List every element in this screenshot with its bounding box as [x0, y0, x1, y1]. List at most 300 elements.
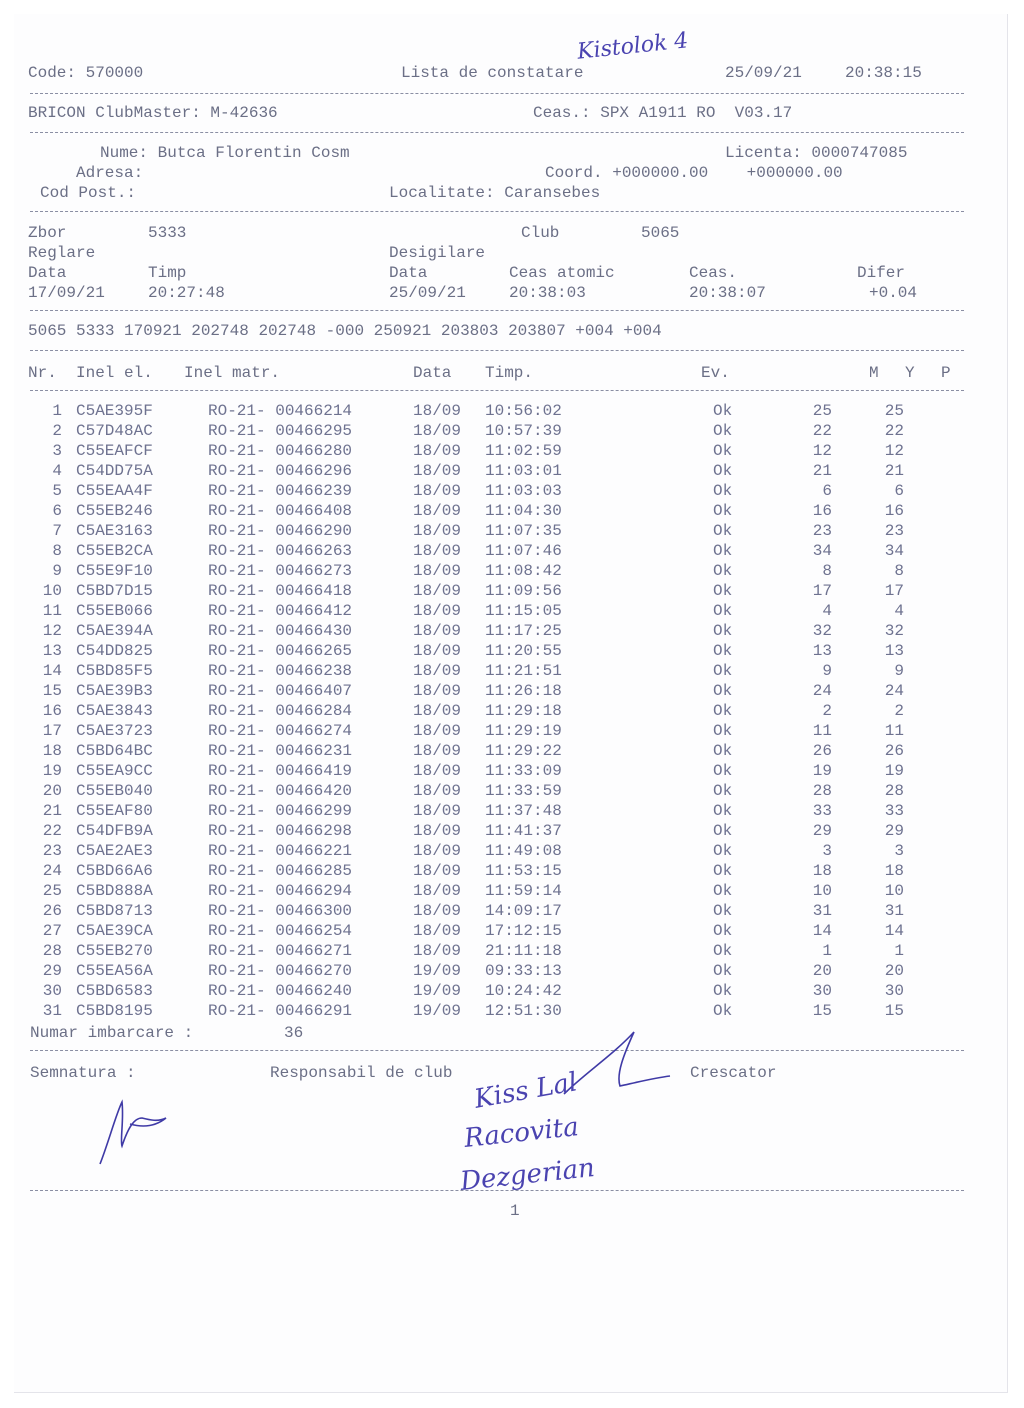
arrival-time: 11:09:56: [485, 582, 562, 600]
rank-y: 34: [884, 542, 904, 560]
report-date: 25/09/21: [725, 64, 802, 82]
arrival-date: 18/09: [413, 922, 462, 940]
registration-ring: RO-21- 00466284: [208, 702, 353, 720]
rank-m: 2: [822, 702, 832, 720]
arrival-date: 18/09: [413, 582, 462, 600]
rank-m: 3: [822, 842, 832, 860]
registration-ring: RO-21- 00466274: [208, 722, 353, 740]
row-number: 21: [42, 802, 62, 820]
arrival-time: 11:02:59: [485, 442, 562, 460]
electronic-ring: C55EB270: [76, 942, 153, 960]
arrival-time: 11:04:30: [485, 502, 562, 520]
rank-m: 11: [812, 722, 832, 740]
electronic-ring: C55EAF80: [76, 802, 153, 820]
row-number: 19: [42, 762, 62, 780]
event-status: Ok: [713, 622, 733, 640]
arrival-time: 11:53:15: [485, 862, 562, 880]
row-number: 5: [52, 482, 62, 500]
rank-y: 31: [884, 902, 904, 920]
rank-y: 2: [894, 702, 904, 720]
event-status: Ok: [713, 922, 733, 940]
registration-ring: RO-21- 00466238: [208, 662, 353, 680]
arrival-date: 18/09: [413, 442, 462, 460]
row-number: 10: [42, 582, 62, 600]
arrival-date: 18/09: [413, 642, 462, 660]
rank-y: 24: [884, 682, 904, 700]
arrival-time: 11:49:08: [485, 842, 562, 860]
electronic-ring: C55EA56A: [76, 962, 153, 980]
arrival-date: 18/09: [413, 742, 462, 760]
registration-ring: RO-21- 00466419: [208, 762, 353, 780]
electronic-ring: C55EA9CC: [76, 762, 153, 780]
electronic-ring: C5BD66A6: [76, 862, 153, 880]
rank-m: 30: [812, 982, 832, 1000]
difference-label: Difer: [857, 264, 906, 282]
electronic-ring: C55EB040: [76, 782, 153, 800]
arrival-date: 18/09: [413, 622, 462, 640]
rank-y: 12: [884, 442, 904, 460]
divider: [30, 93, 964, 94]
electronic-ring: C55EB246: [76, 502, 153, 520]
rank-m: 14: [812, 922, 832, 940]
event-status: Ok: [713, 482, 733, 500]
event-status: Ok: [713, 522, 733, 540]
row-number: 22: [42, 822, 62, 840]
rank-m: 22: [812, 422, 832, 440]
clock-label: Ceas.: [689, 264, 738, 282]
event-status: Ok: [713, 842, 733, 860]
arrival-date: 18/09: [413, 702, 462, 720]
arrival-time: 11:03:03: [485, 482, 562, 500]
electronic-ring: C5BD64BC: [76, 742, 153, 760]
arrival-time: 11:21:51: [485, 662, 562, 680]
arrival-time: 10:57:39: [485, 422, 562, 440]
rank-m: 13: [812, 642, 832, 660]
arrival-time: 11:15:05: [485, 602, 562, 620]
club-responsible-label: Responsabil de club: [270, 1064, 453, 1082]
setting-time: 20:27:48: [148, 284, 225, 302]
row-number: 23: [42, 842, 62, 860]
rank-m: 26: [812, 742, 832, 760]
arrival-date: 18/09: [413, 722, 462, 740]
signature-label: Semnatura :: [30, 1064, 136, 1082]
rank-y: 1: [894, 942, 904, 960]
owner-name: Nume: Butca Florentin Cosm: [100, 144, 350, 162]
rank-y: 4: [894, 602, 904, 620]
electronic-ring: C5AE3163: [76, 522, 153, 540]
arrival-date: 18/09: [413, 822, 462, 840]
electronic-ring: C5BD8713: [76, 902, 153, 920]
breeder-label: Crescator: [690, 1064, 777, 1082]
row-number: 24: [42, 862, 62, 880]
rank-m: 17: [812, 582, 832, 600]
arrival-time: 11:08:42: [485, 562, 562, 580]
arrival-time: 10:24:42: [485, 982, 562, 1000]
registration-ring: RO-21- 00466254: [208, 922, 353, 940]
electronic-ring: C5AE39B3: [76, 682, 153, 700]
arrival-time: 11:07:35: [485, 522, 562, 540]
event-status: Ok: [713, 422, 733, 440]
registration-ring: RO-21- 00466239: [208, 482, 353, 500]
rank-m: 10: [812, 882, 832, 900]
rank-y: 22: [884, 422, 904, 440]
row-number: 20: [42, 782, 62, 800]
rank-m: 28: [812, 782, 832, 800]
electronic-ring: C54DD75A: [76, 462, 153, 480]
divider: [30, 350, 964, 351]
event-status: Ok: [713, 582, 733, 600]
owner-license: Licenta: 0000747085: [725, 144, 908, 162]
event-status: Ok: [713, 662, 733, 680]
rank-m: 29: [812, 822, 832, 840]
electronic-ring: C5BD8195: [76, 1002, 153, 1020]
row-number: 31: [42, 1002, 62, 1020]
handwritten-signature-1: Kiss Lal: [472, 1067, 580, 1115]
registration-ring: RO-21- 00466407: [208, 682, 353, 700]
row-number: 25: [42, 882, 62, 900]
rank-y: 18: [884, 862, 904, 880]
arrival-time: 14:09:17: [485, 902, 562, 920]
registration-ring: RO-21- 00466300: [208, 902, 353, 920]
arrival-date: 18/09: [413, 402, 462, 420]
rank-y: 26: [884, 742, 904, 760]
electronic-ring: C55EAA4F: [76, 482, 153, 500]
event-status: Ok: [713, 762, 733, 780]
divider: [30, 1050, 964, 1051]
row-number: 17: [42, 722, 62, 740]
rank-m: 9: [822, 662, 832, 680]
atomic-clock-time: 20:38:03: [509, 284, 586, 302]
rank-y: 33: [884, 802, 904, 820]
unseal-label: Desigilare: [389, 244, 486, 262]
row-number: 30: [42, 982, 62, 1000]
rank-y: 9: [894, 662, 904, 680]
arrival-date: 18/09: [413, 762, 462, 780]
col-header-nr: Nr.: [28, 364, 57, 382]
arrival-time: 11:17:25: [485, 622, 562, 640]
divider: [30, 132, 964, 133]
col-header-inel-matr: Inel matr.: [184, 364, 281, 382]
event-status: Ok: [713, 642, 733, 660]
event-status: Ok: [713, 682, 733, 700]
rank-m: 31: [812, 902, 832, 920]
rank-y: 16: [884, 502, 904, 520]
rank-y: 25: [884, 402, 904, 420]
event-status: Ok: [713, 782, 733, 800]
electronic-ring: C5AE3723: [76, 722, 153, 740]
arrival-date: 18/09: [413, 882, 462, 900]
rank-m: 12: [812, 442, 832, 460]
rank-m: 1: [822, 942, 832, 960]
printed-report-sheet: [14, 14, 1008, 1393]
arrival-date: 18/09: [413, 662, 462, 680]
flight-label: Zbor: [28, 224, 67, 242]
rank-y: 23: [884, 522, 904, 540]
event-status: Ok: [713, 602, 733, 620]
row-number: 3: [52, 442, 62, 460]
arrival-time: 11:26:18: [485, 682, 562, 700]
row-number: 1: [52, 402, 62, 420]
rank-m: 20: [812, 962, 832, 980]
rank-m: 8: [822, 562, 832, 580]
event-status: Ok: [713, 442, 733, 460]
rank-y: 14: [884, 922, 904, 940]
event-status: Ok: [713, 822, 733, 840]
owner-address-label: Adresa:: [76, 164, 144, 182]
col-header-inel-el: Inel el.: [76, 364, 153, 382]
row-number: 13: [42, 642, 62, 660]
registration-ring: RO-21- 00466291: [208, 1002, 353, 1020]
row-number: 14: [42, 662, 62, 680]
rank-y: 8: [894, 562, 904, 580]
arrival-time: 12:51:30: [485, 1002, 562, 1020]
row-number: 8: [52, 542, 62, 560]
row-number: 7: [52, 522, 62, 540]
electronic-ring: C5AE3843: [76, 702, 153, 720]
rank-m: 21: [812, 462, 832, 480]
event-status: Ok: [713, 742, 733, 760]
arrival-time: 11:03:01: [485, 462, 562, 480]
rank-m: 15: [812, 1002, 832, 1020]
event-status: Ok: [713, 942, 733, 960]
registration-ring: RO-21- 00466408: [208, 502, 353, 520]
registration-ring: RO-21- 00466298: [208, 822, 353, 840]
registration-ring: RO-21- 00466295: [208, 422, 353, 440]
rank-y: 6: [894, 482, 904, 500]
row-number: 27: [42, 922, 62, 940]
arrival-date: 18/09: [413, 502, 462, 520]
arrival-time: 11:37:48: [485, 802, 562, 820]
rank-m: 16: [812, 502, 832, 520]
rank-y: 29: [884, 822, 904, 840]
setting-date: 17/09/21: [28, 284, 105, 302]
rank-y: 15: [884, 1002, 904, 1020]
registration-ring: RO-21- 00466265: [208, 642, 353, 660]
arrival-date: 18/09: [413, 602, 462, 620]
handwritten-signature-2: Racovita: [462, 1112, 581, 1154]
arrival-date: 18/09: [413, 682, 462, 700]
code-line: 5065 5333 170921 202748 202748 -000 250921 203803 203807 +004 +004: [28, 322, 662, 340]
row-number: 6: [52, 502, 62, 520]
rank-m: 6: [822, 482, 832, 500]
event-status: Ok: [713, 722, 733, 740]
owner-postcode-label: Cod Post.:: [40, 184, 137, 202]
arrival-time: 11:29:22: [485, 742, 562, 760]
flight-number: 5333: [148, 224, 187, 242]
rank-y: 3: [894, 842, 904, 860]
report-time: 20:38:15: [845, 64, 922, 82]
registration-ring: RO-21- 00466299: [208, 802, 353, 820]
row-number: 11: [42, 602, 62, 620]
row-number: 12: [42, 622, 62, 640]
electronic-ring: C55E9F10: [76, 562, 153, 580]
electronic-ring: C5BD7D15: [76, 582, 153, 600]
rank-y: 30: [884, 982, 904, 1000]
arrival-time: 17:12:15: [485, 922, 562, 940]
arrival-time: 11:59:14: [485, 882, 562, 900]
arrival-date: 18/09: [413, 782, 462, 800]
row-number: 9: [52, 562, 62, 580]
arrival-date: 19/09: [413, 962, 462, 980]
col-header-p: P: [941, 364, 951, 382]
report-title: Lista de constatare: [401, 64, 584, 82]
arrival-date: 18/09: [413, 522, 462, 540]
electronic-ring: C5AE2AE3: [76, 842, 153, 860]
registration-ring: RO-21- 00466418: [208, 582, 353, 600]
arrival-date: 18/09: [413, 562, 462, 580]
club-number: 5065: [641, 224, 680, 242]
arrival-time: 09:33:13: [485, 962, 562, 980]
electronic-ring: C54DFB9A: [76, 822, 153, 840]
arrival-date: 18/09: [413, 842, 462, 860]
handwritten-top-note: Kistolok 4: [575, 28, 690, 65]
signature-scribble: [94, 1084, 184, 1174]
event-status: Ok: [713, 542, 733, 560]
arrival-time: 11:07:46: [485, 542, 562, 560]
atomic-clock-label: Ceas atomic: [509, 264, 615, 282]
rank-m: 4: [822, 602, 832, 620]
clock-id: Ceas.: SPX A1911 RO V03.17: [533, 104, 793, 122]
divider: [30, 1190, 964, 1191]
arrival-date: 18/09: [413, 862, 462, 880]
arrival-time: 11:29:19: [485, 722, 562, 740]
registration-ring: RO-21- 00466296: [208, 462, 353, 480]
rank-y: 19: [884, 762, 904, 780]
row-number: 26: [42, 902, 62, 920]
rank-y: 20: [884, 962, 904, 980]
rank-m: 24: [812, 682, 832, 700]
electronic-ring: C5AE395F: [76, 402, 153, 420]
arrival-date: 18/09: [413, 942, 462, 960]
registration-ring: RO-21- 00466285: [208, 862, 353, 880]
registration-ring: RO-21- 00466263: [208, 542, 353, 560]
rank-y: 21: [884, 462, 904, 480]
col-header-ev: Ev.: [701, 364, 730, 382]
col-header-y: Y: [905, 364, 915, 382]
unseal-date-label: Data: [389, 264, 428, 282]
rank-m: 32: [812, 622, 832, 640]
electronic-ring: C57D48AC: [76, 422, 153, 440]
arrival-date: 19/09: [413, 982, 462, 1000]
arrival-time: 11:33:59: [485, 782, 562, 800]
event-status: Ok: [713, 402, 733, 420]
rank-y: 28: [884, 782, 904, 800]
registration-ring: RO-21- 00466290: [208, 522, 353, 540]
col-header-data: Data: [413, 364, 452, 382]
electronic-ring: C55EB066: [76, 602, 153, 620]
col-header-m: M: [869, 364, 879, 382]
divider: [30, 390, 964, 391]
electronic-ring: C5AE39CA: [76, 922, 153, 940]
arrival-date: 18/09: [413, 802, 462, 820]
difference-value: +0.04: [869, 284, 918, 302]
registration-ring: RO-21- 00466271: [208, 942, 353, 960]
arrival-date: 18/09: [413, 902, 462, 920]
registration-ring: RO-21- 00466420: [208, 782, 353, 800]
arrival-time: 11:29:18: [485, 702, 562, 720]
event-status: Ok: [713, 562, 733, 580]
owner-coordinates: Coord. +000000.00 +000000.00: [545, 164, 843, 182]
electronic-ring: C5BD85F5: [76, 662, 153, 680]
arrival-time: 11:33:09: [485, 762, 562, 780]
registration-ring: RO-21- 00466430: [208, 622, 353, 640]
event-status: Ok: [713, 902, 733, 920]
boarding-count-label: Numar imbarcare :: [30, 1024, 194, 1042]
arrival-date: 19/09: [413, 1002, 462, 1020]
page-number: 1: [510, 1202, 520, 1220]
rank-y: 10: [884, 882, 904, 900]
handwritten-signature-3: Dezgerian: [458, 1153, 597, 1197]
rank-y: 17: [884, 582, 904, 600]
registration-ring: RO-21- 00466273: [208, 562, 353, 580]
arrival-date: 18/09: [413, 542, 462, 560]
setting-time-label: Timp: [148, 264, 187, 282]
col-header-timp: Timp.: [485, 364, 534, 382]
event-status: Ok: [713, 962, 733, 980]
setting-date-label: Data: [28, 264, 67, 282]
event-status: Ok: [713, 882, 733, 900]
event-status: Ok: [713, 1002, 733, 1020]
rank-m: 23: [812, 522, 832, 540]
event-status: Ok: [713, 702, 733, 720]
registration-ring: RO-21- 00466280: [208, 442, 353, 460]
electronic-ring: C5BD6583: [76, 982, 153, 1000]
electronic-ring: C55EB2CA: [76, 542, 153, 560]
registration-ring: RO-21- 00466240: [208, 982, 353, 1000]
arrival-date: 18/09: [413, 462, 462, 480]
electronic-ring: C55EAFCF: [76, 442, 153, 460]
divider: [30, 211, 964, 212]
row-number: 18: [42, 742, 62, 760]
clubmaster-id: BRICON ClubMaster: M-42636: [28, 104, 278, 122]
row-number: 4: [52, 462, 62, 480]
row-number: 29: [42, 962, 62, 980]
registration-ring: RO-21- 00466214: [208, 402, 353, 420]
report-code: Code: 570000: [28, 64, 144, 82]
arrival-date: 18/09: [413, 422, 462, 440]
event-status: Ok: [713, 862, 733, 880]
rank-m: 19: [812, 762, 832, 780]
arrival-date: 18/09: [413, 482, 462, 500]
rank-y: 32: [884, 622, 904, 640]
event-status: Ok: [713, 462, 733, 480]
rank-y: 11: [884, 722, 904, 740]
owner-locality: Localitate: Caransebes: [389, 184, 601, 202]
rank-m: 34: [812, 542, 832, 560]
clock-time: 20:38:07: [689, 284, 766, 302]
event-status: Ok: [713, 502, 733, 520]
registration-ring: RO-21- 00466294: [208, 882, 353, 900]
rank-m: 25: [812, 402, 832, 420]
row-number: 16: [42, 702, 62, 720]
registration-ring: RO-21- 00466231: [208, 742, 353, 760]
arrival-time: 11:20:55: [485, 642, 562, 660]
boarding-count: 36: [284, 1024, 304, 1042]
registration-ring: RO-21- 00466221: [208, 842, 353, 860]
divider: [30, 310, 964, 311]
arrival-time: 21:11:18: [485, 942, 562, 960]
event-status: Ok: [713, 982, 733, 1000]
row-number: 2: [52, 422, 62, 440]
rank-m: 18: [812, 862, 832, 880]
electronic-ring: C5AE394A: [76, 622, 153, 640]
rank-m: 33: [812, 802, 832, 820]
arrival-time: 10:56:02: [485, 402, 562, 420]
arrival-time: 11:41:37: [485, 822, 562, 840]
event-status: Ok: [713, 802, 733, 820]
registration-ring: RO-21- 00466270: [208, 962, 353, 980]
registration-ring: RO-21- 00466412: [208, 602, 353, 620]
